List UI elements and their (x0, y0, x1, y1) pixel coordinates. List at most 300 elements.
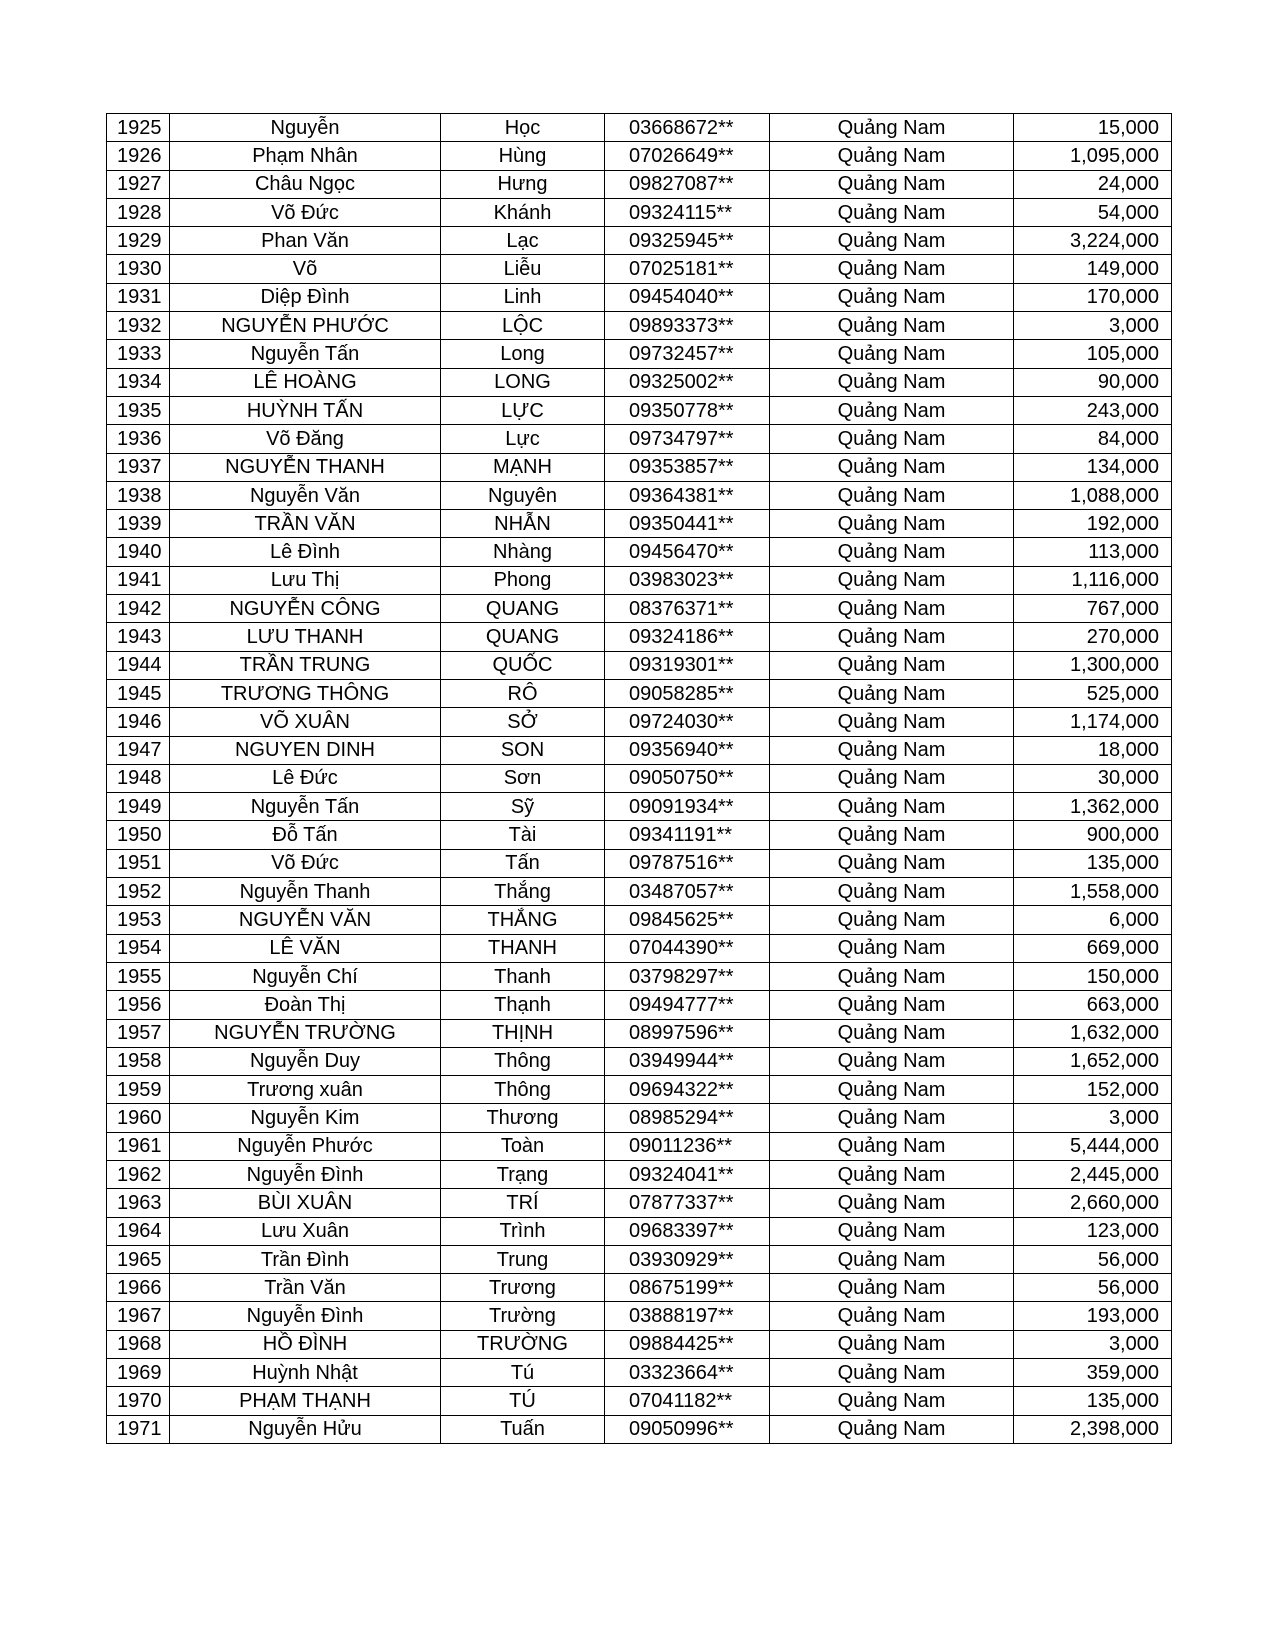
amount-cell: 1,116,000 (1014, 566, 1172, 594)
row-number-cell: 1927 (107, 170, 170, 198)
province-cell: Quảng Nam (770, 453, 1014, 481)
phone-cell: 09050750** (605, 764, 770, 792)
amount-cell: 243,000 (1014, 396, 1172, 424)
province-cell: Quảng Nam (770, 849, 1014, 877)
last-name-cell: NGUYEN DINH (170, 736, 441, 764)
first-name-cell: Sơn (441, 764, 605, 792)
first-name-cell: THẮNG (441, 906, 605, 934)
row-number-cell: 1954 (107, 934, 170, 962)
first-name-cell: Toàn (441, 1132, 605, 1160)
row-number-cell: 1960 (107, 1104, 170, 1132)
table-row (107, 1415, 1172, 1443)
phone-cell: 03798297** (605, 962, 770, 990)
last-name-cell: NGUYỄN THANH (170, 453, 441, 481)
province-cell: Quảng Nam (770, 481, 1014, 509)
amount-cell: 1,558,000 (1014, 878, 1172, 906)
last-name-cell: Lưu Xuân (170, 1217, 441, 1245)
row-number-cell: 1964 (107, 1217, 170, 1245)
last-name-cell: Châu Ngọc (170, 170, 441, 198)
table-row (107, 1217, 1172, 1245)
phone-cell: 09694322** (605, 1076, 770, 1104)
table-row (107, 510, 1172, 538)
amount-cell: 1,652,000 (1014, 1047, 1172, 1075)
last-name-cell: Nguyễn Phước (170, 1132, 441, 1160)
phone-cell: 03668672** (605, 114, 770, 142)
first-name-cell: THANH (441, 934, 605, 962)
amount-cell: 18,000 (1014, 736, 1172, 764)
province-cell: Quảng Nam (770, 991, 1014, 1019)
phone-cell: 09353857** (605, 453, 770, 481)
last-name-cell: Đoàn Thị (170, 991, 441, 1019)
row-number-cell: 1950 (107, 821, 170, 849)
phone-cell: 07026649** (605, 142, 770, 170)
table-row (107, 623, 1172, 651)
table-row (107, 453, 1172, 481)
amount-cell: 359,000 (1014, 1359, 1172, 1387)
first-name-cell: Trường (441, 1302, 605, 1330)
phone-cell: 08997596** (605, 1019, 770, 1047)
province-cell: Quảng Nam (770, 1359, 1014, 1387)
table-row (107, 906, 1172, 934)
table-row (107, 1274, 1172, 1302)
phone-cell: 09058285** (605, 679, 770, 707)
province-cell: Quảng Nam (770, 142, 1014, 170)
province-cell: Quảng Nam (770, 623, 1014, 651)
province-cell: Quảng Nam (770, 1047, 1014, 1075)
first-name-cell: THỊNH (441, 1019, 605, 1047)
amount-cell: 30,000 (1014, 764, 1172, 792)
last-name-cell: Nguyễn Hửu (170, 1415, 441, 1443)
first-name-cell: SON (441, 736, 605, 764)
data-table (106, 113, 1172, 1444)
phone-cell: 08675199** (605, 1274, 770, 1302)
phone-cell: 08985294** (605, 1104, 770, 1132)
first-name-cell: Hưng (441, 170, 605, 198)
amount-cell: 3,224,000 (1014, 227, 1172, 255)
last-name-cell: Võ Đức (170, 198, 441, 226)
phone-cell: 03949944** (605, 1047, 770, 1075)
row-number-cell: 1959 (107, 1076, 170, 1104)
last-name-cell: Nguyễn Thanh (170, 878, 441, 906)
last-name-cell: VÕ XUÂN (170, 708, 441, 736)
amount-cell: 150,000 (1014, 962, 1172, 990)
amount-cell: 3,000 (1014, 1104, 1172, 1132)
amount-cell: 193,000 (1014, 1302, 1172, 1330)
phone-cell: 09884425** (605, 1330, 770, 1358)
row-number-cell: 1945 (107, 679, 170, 707)
last-name-cell: Võ (170, 255, 441, 283)
first-name-cell: LỘC (441, 312, 605, 340)
first-name-cell: Phong (441, 566, 605, 594)
row-number-cell: 1929 (107, 227, 170, 255)
first-name-cell: Lực (441, 425, 605, 453)
amount-cell: 84,000 (1014, 425, 1172, 453)
amount-cell: 170,000 (1014, 283, 1172, 311)
table-row (107, 651, 1172, 679)
phone-cell: 09364381** (605, 481, 770, 509)
first-name-cell: Liễu (441, 255, 605, 283)
row-number-cell: 1934 (107, 368, 170, 396)
first-name-cell: Thông (441, 1076, 605, 1104)
amount-cell: 1,362,000 (1014, 793, 1172, 821)
table-row (107, 1359, 1172, 1387)
first-name-cell: RÔ (441, 679, 605, 707)
table-row (107, 1104, 1172, 1132)
province-cell: Quảng Nam (770, 368, 1014, 396)
last-name-cell: Võ Đăng (170, 425, 441, 453)
amount-cell: 1,088,000 (1014, 481, 1172, 509)
row-number-cell: 1952 (107, 878, 170, 906)
table-row (107, 198, 1172, 226)
province-cell: Quảng Nam (770, 821, 1014, 849)
table-row (107, 312, 1172, 340)
last-name-cell: Nguyễn Kim (170, 1104, 441, 1132)
province-cell: Quảng Nam (770, 340, 1014, 368)
table-body (107, 114, 1172, 1444)
first-name-cell: Tấn (441, 849, 605, 877)
amount-cell: 24,000 (1014, 170, 1172, 198)
phone-cell: 03323664** (605, 1359, 770, 1387)
last-name-cell: Nguyễn Tấn (170, 793, 441, 821)
first-name-cell: Lạc (441, 227, 605, 255)
table-row (107, 170, 1172, 198)
last-name-cell: Lê Đức (170, 764, 441, 792)
province-cell: Quảng Nam (770, 425, 1014, 453)
first-name-cell: Thắng (441, 878, 605, 906)
phone-cell: 09827087** (605, 170, 770, 198)
row-number-cell: 1958 (107, 1047, 170, 1075)
table-row (107, 538, 1172, 566)
row-number-cell: 1946 (107, 708, 170, 736)
row-number-cell: 1933 (107, 340, 170, 368)
amount-cell: 123,000 (1014, 1217, 1172, 1245)
province-cell: Quảng Nam (770, 1245, 1014, 1273)
last-name-cell: Võ Đức (170, 849, 441, 877)
first-name-cell: Nguyên (441, 481, 605, 509)
phone-cell: 09324041** (605, 1160, 770, 1188)
first-name-cell: Trung (441, 1245, 605, 1273)
province-cell: Quảng Nam (770, 114, 1014, 142)
province-cell: Quảng Nam (770, 764, 1014, 792)
row-number-cell: 1937 (107, 453, 170, 481)
province-cell: Quảng Nam (770, 651, 1014, 679)
phone-cell: 09324115** (605, 198, 770, 226)
last-name-cell: Nguyễn Tấn (170, 340, 441, 368)
last-name-cell: NGUYỄN TRƯỜNG (170, 1019, 441, 1047)
last-name-cell: BÙI XUÂN (170, 1189, 441, 1217)
last-name-cell: Nguyễn (170, 114, 441, 142)
first-name-cell: Sỹ (441, 793, 605, 821)
row-number-cell: 1925 (107, 114, 170, 142)
amount-cell: 1,300,000 (1014, 651, 1172, 679)
last-name-cell: Phan Văn (170, 227, 441, 255)
phone-cell: 09325002** (605, 368, 770, 396)
amount-cell: 90,000 (1014, 368, 1172, 396)
first-name-cell: Trình (441, 1217, 605, 1245)
last-name-cell: Nguyễn Đình (170, 1160, 441, 1188)
table-row (107, 114, 1172, 142)
amount-cell: 3,000 (1014, 312, 1172, 340)
row-number-cell: 1951 (107, 849, 170, 877)
province-cell: Quảng Nam (770, 170, 1014, 198)
last-name-cell: Lê Đình (170, 538, 441, 566)
amount-cell: 105,000 (1014, 340, 1172, 368)
last-name-cell: LÊ HOÀNG (170, 368, 441, 396)
province-cell: Quảng Nam (770, 934, 1014, 962)
last-name-cell: Nguyễn Văn (170, 481, 441, 509)
amount-cell: 2,445,000 (1014, 1160, 1172, 1188)
phone-cell: 09050996** (605, 1415, 770, 1443)
table-row (107, 878, 1172, 906)
first-name-cell: Tuấn (441, 1415, 605, 1443)
table-row (107, 1047, 1172, 1075)
table-row (107, 1330, 1172, 1358)
province-cell: Quảng Nam (770, 736, 1014, 764)
phone-cell: 07044390** (605, 934, 770, 962)
province-cell: Quảng Nam (770, 793, 1014, 821)
row-number-cell: 1949 (107, 793, 170, 821)
table-row (107, 595, 1172, 623)
table-row (107, 708, 1172, 736)
row-number-cell: 1956 (107, 991, 170, 1019)
row-number-cell: 1947 (107, 736, 170, 764)
phone-cell: 09893373** (605, 312, 770, 340)
first-name-cell: QUANG (441, 595, 605, 623)
last-name-cell: Đỗ Tấn (170, 821, 441, 849)
table-row (107, 1245, 1172, 1273)
amount-cell: 113,000 (1014, 538, 1172, 566)
amount-cell: 2,660,000 (1014, 1189, 1172, 1217)
first-name-cell: Thương (441, 1104, 605, 1132)
first-name-cell: TRƯỜNG (441, 1330, 605, 1358)
phone-cell: 09319301** (605, 651, 770, 679)
row-number-cell: 1948 (107, 764, 170, 792)
phone-cell: 09350778** (605, 396, 770, 424)
amount-cell: 663,000 (1014, 991, 1172, 1019)
row-number-cell: 1942 (107, 595, 170, 623)
amount-cell: 6,000 (1014, 906, 1172, 934)
table-row (107, 736, 1172, 764)
row-number-cell: 1932 (107, 312, 170, 340)
table-row (107, 255, 1172, 283)
province-cell: Quảng Nam (770, 312, 1014, 340)
row-number-cell: 1971 (107, 1415, 170, 1443)
province-cell: Quảng Nam (770, 227, 1014, 255)
first-name-cell: TÚ (441, 1387, 605, 1415)
first-name-cell: SỞ (441, 708, 605, 736)
phone-cell: 09724030** (605, 708, 770, 736)
province-cell: Quảng Nam (770, 679, 1014, 707)
province-cell: Quảng Nam (770, 962, 1014, 990)
last-name-cell: Nguyễn Chí (170, 962, 441, 990)
amount-cell: 1,632,000 (1014, 1019, 1172, 1047)
last-name-cell: NGUYỄN CÔNG (170, 595, 441, 623)
first-name-cell: LONG (441, 368, 605, 396)
province-cell: Quảng Nam (770, 255, 1014, 283)
last-name-cell: Trương xuân (170, 1076, 441, 1104)
amount-cell: 1,174,000 (1014, 708, 1172, 736)
first-name-cell: Trương (441, 1274, 605, 1302)
province-cell: Quảng Nam (770, 1330, 1014, 1358)
row-number-cell: 1967 (107, 1302, 170, 1330)
table-row (107, 991, 1172, 1019)
phone-cell: 07877337** (605, 1189, 770, 1217)
province-cell: Quảng Nam (770, 510, 1014, 538)
row-number-cell: 1936 (107, 425, 170, 453)
row-number-cell: 1966 (107, 1274, 170, 1302)
first-name-cell: Học (441, 114, 605, 142)
amount-cell: 3,000 (1014, 1330, 1172, 1358)
first-name-cell: QUỐC (441, 651, 605, 679)
table-row (107, 1189, 1172, 1217)
table-row (107, 368, 1172, 396)
phone-cell: 03983023** (605, 566, 770, 594)
row-number-cell: 1939 (107, 510, 170, 538)
province-cell: Quảng Nam (770, 595, 1014, 623)
first-name-cell: LỰC (441, 396, 605, 424)
phone-cell: 09325945** (605, 227, 770, 255)
last-name-cell: Huỳnh Nhật (170, 1359, 441, 1387)
phone-cell: 07041182** (605, 1387, 770, 1415)
amount-cell: 135,000 (1014, 1387, 1172, 1415)
amount-cell: 152,000 (1014, 1076, 1172, 1104)
first-name-cell: Linh (441, 283, 605, 311)
table-row (107, 142, 1172, 170)
province-cell: Quảng Nam (770, 1217, 1014, 1245)
phone-cell: 03888197** (605, 1302, 770, 1330)
first-name-cell: Nhàng (441, 538, 605, 566)
province-cell: Quảng Nam (770, 1387, 1014, 1415)
phone-cell: 08376371** (605, 595, 770, 623)
first-name-cell: Tài (441, 821, 605, 849)
amount-cell: 2,398,000 (1014, 1415, 1172, 1443)
table-row (107, 962, 1172, 990)
last-name-cell: Phạm Nhân (170, 142, 441, 170)
table-row (107, 764, 1172, 792)
last-name-cell: TRƯƠNG THÔNG (170, 679, 441, 707)
province-cell: Quảng Nam (770, 878, 1014, 906)
amount-cell: 54,000 (1014, 198, 1172, 226)
amount-cell: 669,000 (1014, 934, 1172, 962)
last-name-cell: Trần Văn (170, 1274, 441, 1302)
table-row (107, 793, 1172, 821)
table-row (107, 425, 1172, 453)
amount-cell: 56,000 (1014, 1274, 1172, 1302)
province-cell: Quảng Nam (770, 396, 1014, 424)
table-row (107, 227, 1172, 255)
row-number-cell: 1930 (107, 255, 170, 283)
phone-cell: 09683397** (605, 1217, 770, 1245)
province-cell: Quảng Nam (770, 1076, 1014, 1104)
phone-cell: 09324186** (605, 623, 770, 651)
row-number-cell: 1928 (107, 198, 170, 226)
province-cell: Quảng Nam (770, 283, 1014, 311)
table-row (107, 340, 1172, 368)
last-name-cell: NGUYỄN PHƯỚC (170, 312, 441, 340)
row-number-cell: 1955 (107, 962, 170, 990)
first-name-cell: MẠNH (441, 453, 605, 481)
province-cell: Quảng Nam (770, 708, 1014, 736)
row-number-cell: 1931 (107, 283, 170, 311)
table-row (107, 396, 1172, 424)
row-number-cell: 1969 (107, 1359, 170, 1387)
row-number-cell: 1941 (107, 566, 170, 594)
last-name-cell: Nguyễn Duy (170, 1047, 441, 1075)
amount-cell: 56,000 (1014, 1245, 1172, 1273)
phone-cell: 03930929** (605, 1245, 770, 1273)
row-number-cell: 1957 (107, 1019, 170, 1047)
last-name-cell: LƯU THANH (170, 623, 441, 651)
province-cell: Quảng Nam (770, 1160, 1014, 1188)
amount-cell: 1,095,000 (1014, 142, 1172, 170)
first-name-cell: QUANG (441, 623, 605, 651)
last-name-cell: Lưu Thị (170, 566, 441, 594)
amount-cell: 900,000 (1014, 821, 1172, 849)
last-name-cell: LÊ VĂN (170, 934, 441, 962)
table-row (107, 1302, 1172, 1330)
table-row (107, 934, 1172, 962)
amount-cell: 270,000 (1014, 623, 1172, 651)
first-name-cell: Hùng (441, 142, 605, 170)
amount-cell: 5,444,000 (1014, 1132, 1172, 1160)
row-number-cell: 1965 (107, 1245, 170, 1273)
amount-cell: 134,000 (1014, 453, 1172, 481)
amount-cell: 525,000 (1014, 679, 1172, 707)
table-row (107, 566, 1172, 594)
phone-cell: 09456470** (605, 538, 770, 566)
last-name-cell: Diệp Đình (170, 283, 441, 311)
row-number-cell: 1935 (107, 396, 170, 424)
amount-cell: 15,000 (1014, 114, 1172, 142)
province-cell: Quảng Nam (770, 198, 1014, 226)
phone-cell: 09787516** (605, 849, 770, 877)
first-name-cell: Khánh (441, 198, 605, 226)
last-name-cell: Nguyễn Đình (170, 1302, 441, 1330)
phone-cell: 09350441** (605, 510, 770, 538)
amount-cell: 135,000 (1014, 849, 1172, 877)
table-row (107, 1132, 1172, 1160)
row-number-cell: 1940 (107, 538, 170, 566)
table-row (107, 1387, 1172, 1415)
phone-cell: 09494777** (605, 991, 770, 1019)
first-name-cell: Thông (441, 1047, 605, 1075)
table-row (107, 481, 1172, 509)
table-row (107, 1076, 1172, 1104)
phone-cell: 09845625** (605, 906, 770, 934)
phone-cell: 09091934** (605, 793, 770, 821)
last-name-cell: NGUYỄN VĂN (170, 906, 441, 934)
province-cell: Quảng Nam (770, 1104, 1014, 1132)
phone-cell: 09356940** (605, 736, 770, 764)
last-name-cell: HUỲNH TẤN (170, 396, 441, 424)
province-cell: Quảng Nam (770, 1302, 1014, 1330)
row-number-cell: 1926 (107, 142, 170, 170)
row-number-cell: 1970 (107, 1387, 170, 1415)
phone-cell: 09011236** (605, 1132, 770, 1160)
first-name-cell: Long (441, 340, 605, 368)
table-row (107, 1019, 1172, 1047)
last-name-cell: TRẦN VĂN (170, 510, 441, 538)
phone-cell: 09341191** (605, 821, 770, 849)
row-number-cell: 1953 (107, 906, 170, 934)
first-name-cell: Thanh (441, 962, 605, 990)
row-number-cell: 1944 (107, 651, 170, 679)
table-row (107, 821, 1172, 849)
row-number-cell: 1961 (107, 1132, 170, 1160)
phone-cell: 09454040** (605, 283, 770, 311)
first-name-cell: TRÍ (441, 1189, 605, 1217)
row-number-cell: 1938 (107, 481, 170, 509)
